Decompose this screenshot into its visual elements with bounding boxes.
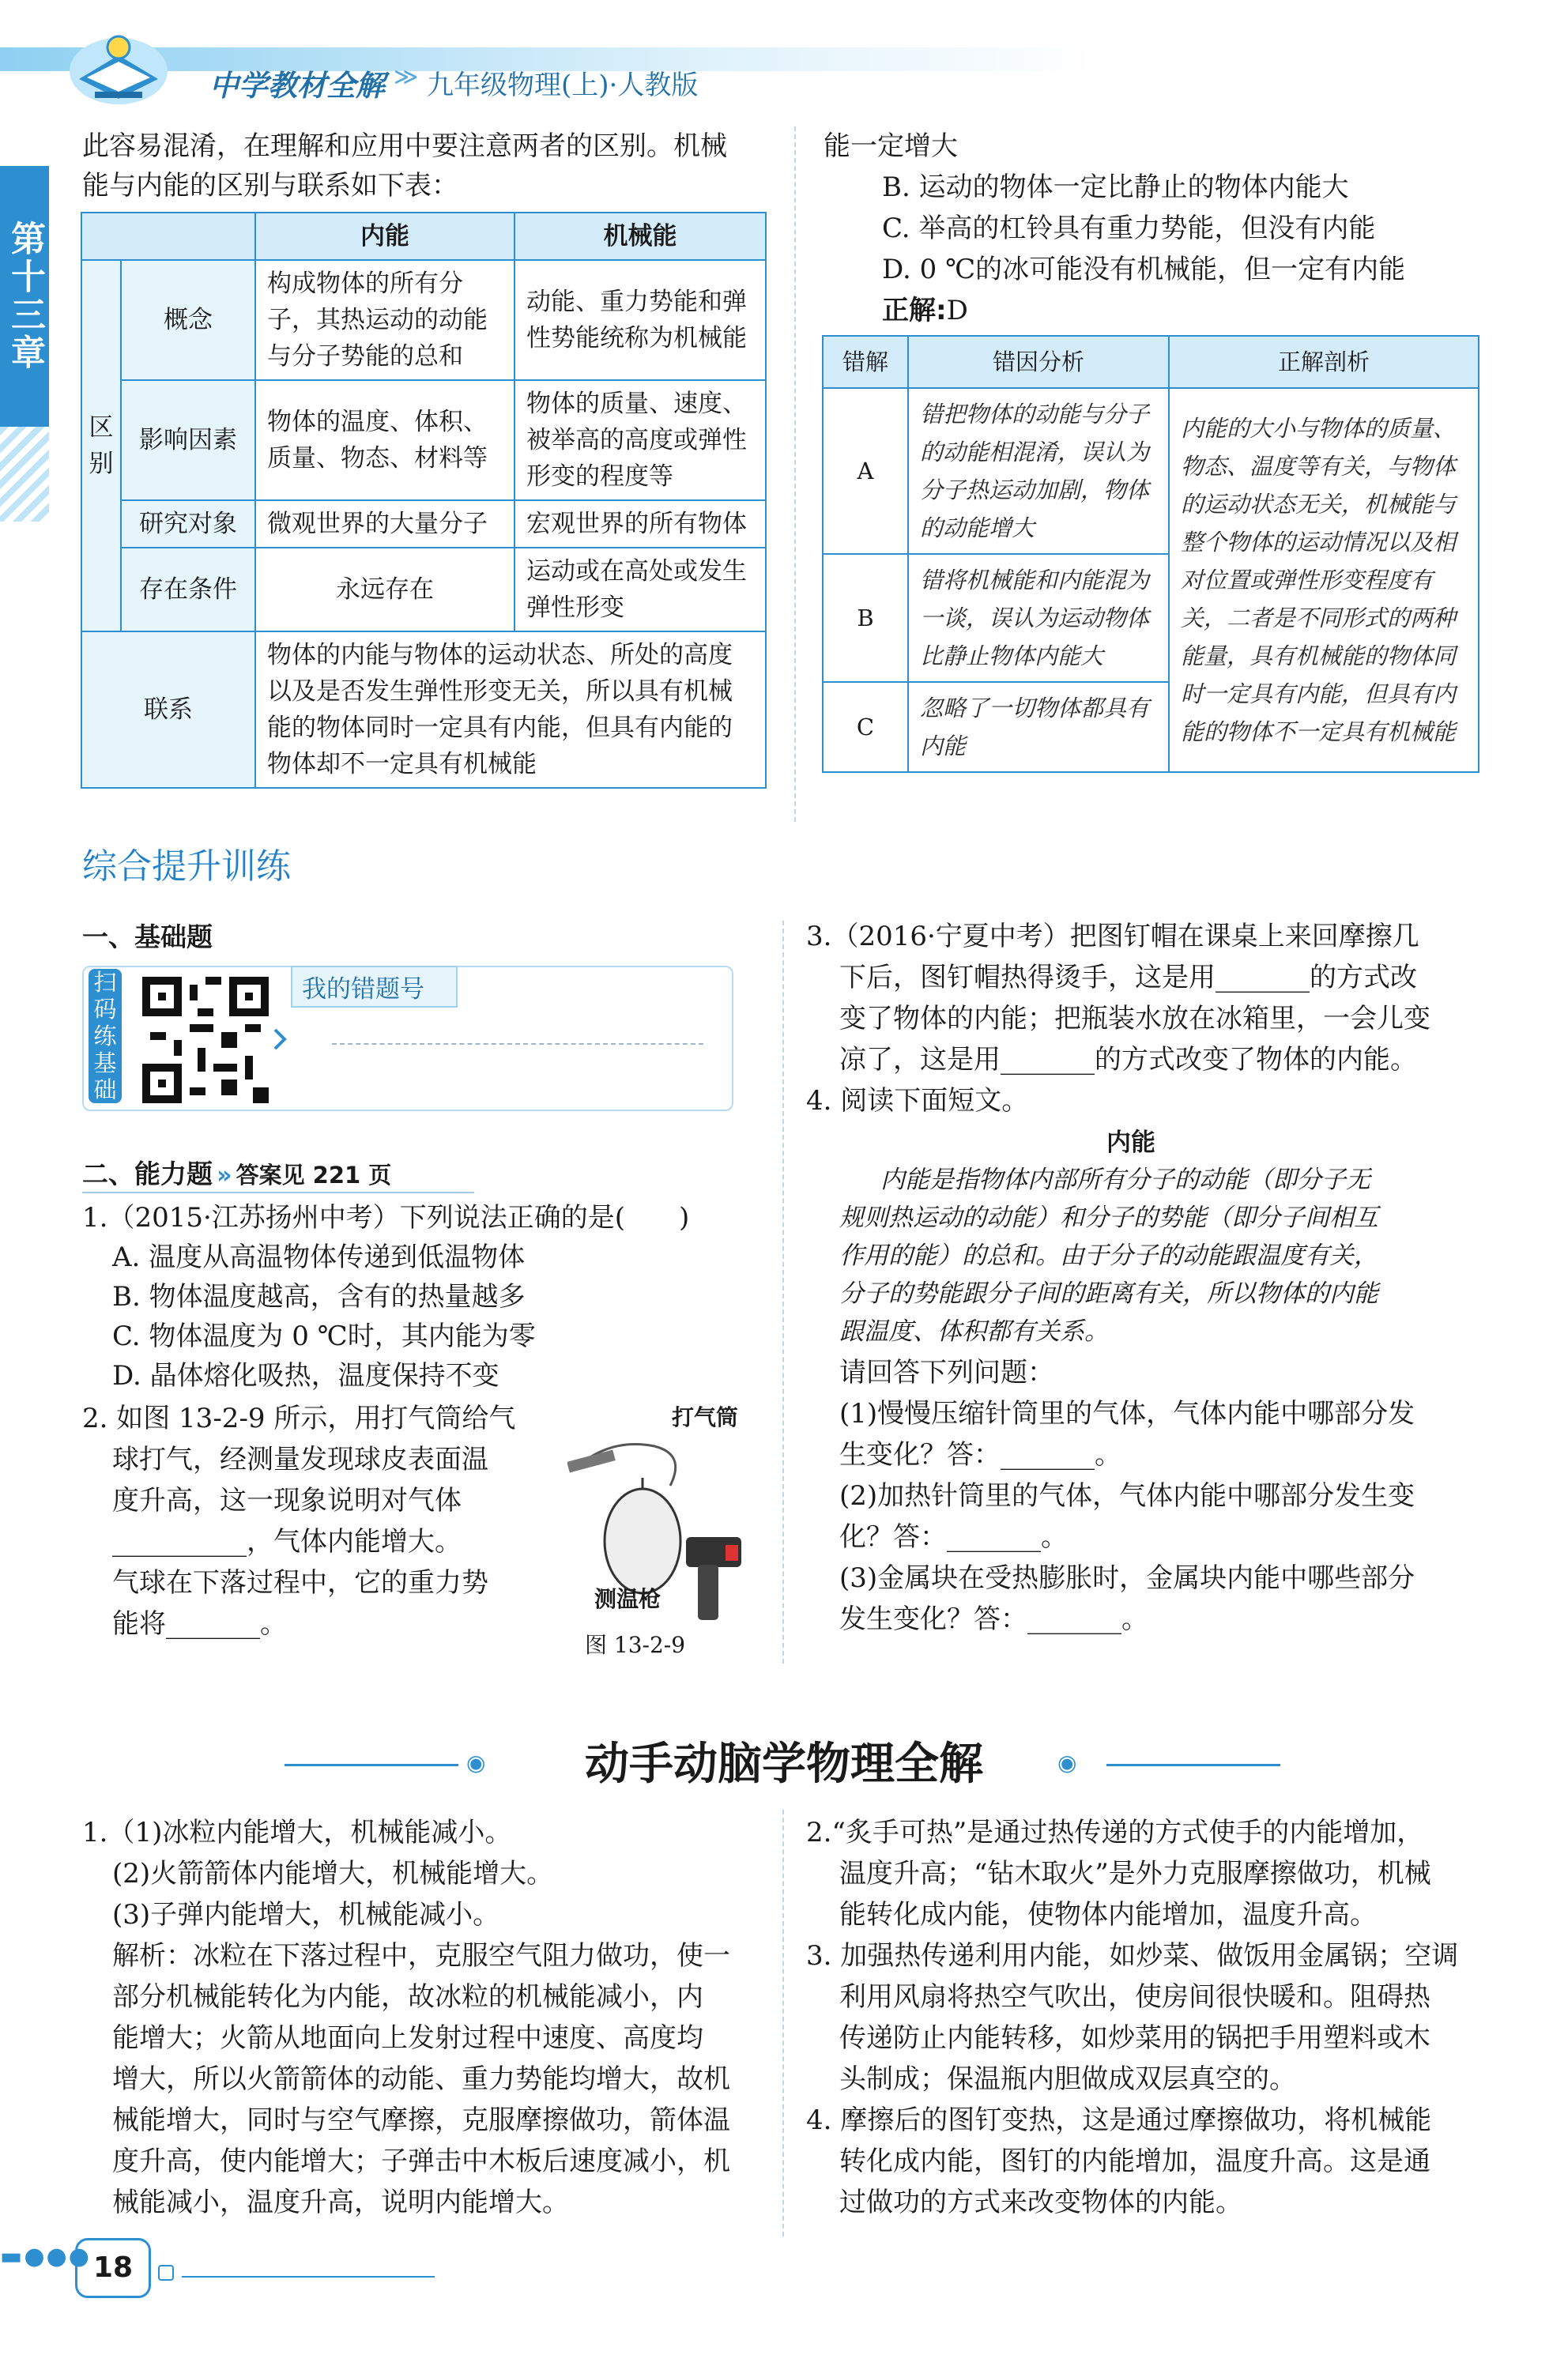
ability-heading: 二、能力题 [82, 1159, 213, 1189]
q3-line: 下后，图钉帽热得烫手，这是用_______的方式改 [839, 962, 1417, 993]
table-corner [81, 213, 255, 260]
answer-right-line: 4. 摩擦后的图钉变热，这是通过摩擦做功，将机械能 [806, 2104, 1432, 2136]
table-row [81, 548, 766, 631]
cell-internal: 物体的温度、体积、质量、物态、材料等 [255, 380, 514, 500]
answer-left-line: 增大，所以火箭箭体的动能、重力势能均增大，故机 [112, 2063, 730, 2095]
table-row [81, 260, 766, 380]
head-mechanical-energy: 机械能 [514, 213, 766, 260]
option-continued: 能一定增大 [824, 130, 958, 162]
answer-left-line: 能增大；火箭从地面向上发射过程中速度、高度均 [112, 2022, 703, 2054]
group-label-difference: 区别 [81, 260, 121, 631]
q2-line: 能将_______。 [112, 1608, 287, 1640]
q1-option-b: B. 物体温度越高，含有的热量越多 [112, 1281, 526, 1313]
q2-line: __________，气体内能增大。 [112, 1526, 462, 1558]
q1-option-d: D. 晶体熔化吸热，温度保持不变 [112, 1360, 499, 1392]
wrong-analysis: 忽略了一切物体都具有内能 [908, 682, 1169, 772]
q3-line: 凉了，这是用_______的方式改变了物体的内能。 [839, 1044, 1417, 1076]
chapter-tab: 第十三章 [0, 166, 49, 427]
column-divider [794, 126, 796, 822]
q2-line: 2. 如图 13-2-9 所示，用打气筒给气 [82, 1403, 516, 1434]
subq-line: (3)金属块在受热膨胀时，金属块内能中哪些部分 [839, 1562, 1415, 1594]
q3-line: 3.（2016·宁夏中考）把图钉帽在课桌上来回摩擦几 [806, 921, 1419, 952]
answer-left-line: 1.（1)冰粒内能增大，机械能减小。 [82, 1817, 512, 1848]
answer-right-line: 2.“炙手可热”是通过热传递的方式使手的内能增加， [806, 1817, 1424, 1848]
subq-line: 发生变化？答：_______。 [839, 1603, 1148, 1635]
energy-comparison-table [81, 212, 767, 789]
correct-answer [882, 291, 968, 330]
passage-line: 作用的能）的总和。由于分子的动能跟温度有关， [839, 1242, 1378, 1270]
answer-page-ref: 答案见 221 页 [236, 1162, 392, 1189]
row-label: 研究对象 [121, 500, 255, 548]
subq-line: 生变化？答：_______。 [839, 1439, 1121, 1471]
answer-right-line: 3. 加强热传递利用内能，如炒菜、做饭用金属锅；空调 [806, 1940, 1459, 1972]
answer-left-line: (2)火箭箭体内能增大，机械能增大。 [112, 1858, 554, 1890]
wrong-key: C [823, 682, 908, 772]
answer-left-line: 械能减小，温度升高，说明内能增大。 [112, 2187, 569, 2218]
q2-line: 球打气，经测量发现球皮表面温 [112, 1444, 488, 1475]
table-row [81, 380, 766, 500]
answer-left-line: 解析：冰粒在下落过程中，克服空气阻力做功，使一 [112, 1940, 730, 1972]
book-logo-icon [63, 24, 174, 111]
wrong-analysis: 错将机械能和内能混为一谈，误认为运动物体比静止物体内能大 [908, 554, 1169, 682]
answer-left-line: 械能增大，同时与空气摩擦，克服摩擦做功，箭体温 [112, 2104, 730, 2136]
wrong-analysis: 错把物体的动能与分子的动能相混淆，误认为分子热运动加剧，物体的动能增大 [908, 388, 1169, 554]
answer-right-line: 利用风扇将热空气吹出，使房间很快暖和。阻碍热 [839, 1981, 1430, 2013]
passage-line: 内能是指物体内部所有分子的动能（即分子无 [880, 1166, 1370, 1194]
table-row [81, 500, 766, 548]
answer-left-line: 度升高，使内能增大；子弹击中木板后速度减小，机 [112, 2146, 730, 2177]
passage-line: 分子的势能跟分子间的距离有关，所以物体的内能 [839, 1279, 1378, 1308]
chevron-right-icon [273, 1027, 288, 1051]
answer-label: 正解: [882, 295, 947, 326]
column-divider [782, 921, 784, 1664]
wrong-key: B [823, 554, 908, 682]
relation-label: 联系 [81, 631, 255, 788]
solution-text: 内能的大小与物体的质量、物态、温度等有关，与物体的运动状态无关，机械能与整个物体的运动情况以及相对位置或弹性形变程度有关，二者是不同形式的两种能量，具有机械能的物体同时一定具有内能，但具有内能的物体不一定具有机械能 [1169, 388, 1479, 772]
footer-dots-icon: ▬●●● [0, 2243, 91, 2270]
answer-left-line: 部分机械能转化为内能，故冰粒的机械能减小，内 [112, 1981, 703, 2013]
row-label: 概念 [121, 260, 255, 380]
my-error-number-tag: 我的错题号 [291, 966, 458, 1008]
q1-stem: 1.（2015·江苏扬州中考）下列说法正确的是( ) [82, 1202, 690, 1234]
page-number: 18 [75, 2238, 151, 2298]
chapter-tab-stripe [0, 427, 49, 522]
q4-stem: 4. 阅读下面短文。 [806, 1085, 1029, 1117]
answer-value: D [946, 295, 968, 326]
answer-right-line: 能转化成内能，使物体内能增加，温度升高。 [839, 1899, 1377, 1931]
ability-underline [82, 1192, 474, 1193]
passage-line: 跟温度、体积都有关系。 [839, 1317, 1109, 1346]
basic-heading: 一、基础题 [82, 921, 213, 952]
series-title: 中学教材全解 [209, 68, 385, 103]
option-b: B. 运动的物体一定比静止的物体内能大 [882, 171, 1349, 203]
head-wrong: 错解 [823, 336, 908, 388]
title-deco-right-icon: ◉ [1057, 1750, 1077, 1776]
book-subtitle: 九年级物理(上)·人教版 [427, 70, 699, 101]
cell-mechanical: 动能、重力势能和弹性势能统称为机械能 [514, 260, 766, 380]
cell-internal: 构成物体的所有分子，其热运动的动能与分子势能的总和 [255, 260, 514, 380]
table-row [81, 631, 766, 788]
hands-on-section-title: 动手动脑学物理全解 [585, 1739, 983, 1790]
error-analysis-table [822, 335, 1479, 773]
table-row [823, 388, 1479, 554]
intro-line-1: 此容易混淆，在理解和应用中要注意两者的区别。机械 [82, 130, 727, 162]
error-number-write-line[interactable] [332, 1043, 703, 1045]
head-analysis: 错因分析 [908, 336, 1169, 388]
qr-code-icon[interactable] [142, 977, 269, 1103]
row-label: 存在条件 [121, 548, 255, 631]
footer-square-icon [158, 2265, 174, 2281]
cell-internal: 微观世界的大量分子 [255, 500, 514, 548]
q1-option-a: A. 温度从高温物体传递到低温物体 [112, 1242, 526, 1273]
ability-heading-row [82, 1154, 391, 1191]
q2-line: 度升高，这一现象说明对气体 [112, 1485, 462, 1517]
row-label: 影响因素 [121, 380, 255, 500]
head-internal-energy: 内能 [255, 213, 514, 260]
subq-line: 化？答：_______。 [839, 1521, 1068, 1553]
option-c: C. 举高的杠铃具有重力势能，但没有内能 [882, 213, 1376, 244]
q2-line: 气球在下落过程中，它的重力势 [112, 1567, 488, 1599]
answer-right-line: 头制成；保温瓶内胆做成双层真空的。 [839, 2063, 1296, 2095]
label-pump: 打气筒 [672, 1404, 739, 1430]
cell-internal: 永远存在 [255, 548, 514, 631]
passage-line: 规则热运动的动能）和分子的势能（即分子间相互 [839, 1204, 1378, 1232]
scan-label: 扫码练基础 [89, 969, 122, 1103]
double-chevron-icon: » [217, 1162, 232, 1189]
footer-rule [182, 2276, 435, 2278]
ask-line: 请回答下列问题： [839, 1357, 1054, 1388]
relation-text: 物体的内能与物体的运动状态、所处的高度以及是否发生弹性形变无关，所以具有机械能的物体同时一定具有内能，但具有内能的物体却不一定具有机械能 [255, 631, 766, 788]
section-title: 综合提升训练 [82, 846, 291, 887]
answer-right-line: 过做功的方式来改变物体的内能。 [839, 2187, 1242, 2218]
intro-line-2: 能与内能的区别与联系如下表： [82, 170, 458, 202]
column-divider [782, 1810, 784, 2236]
header-arrow: ≫ [394, 63, 419, 91]
subq-line: (1)慢慢压缩针筒里的气体，气体内能中哪部分发 [839, 1398, 1415, 1430]
answer-right-line: 温度升高；“钻木取火”是外力克服摩擦做功，机械 [839, 1858, 1431, 1890]
q3-line: 变了物体的内能；把瓶装水放在冰箱里，一会儿变 [839, 1003, 1430, 1034]
subq-line: (2)加热针筒里的气体，气体内能中哪部分发生变 [839, 1480, 1415, 1512]
cell-mechanical: 运动或在高处或发生弹性形变 [514, 548, 766, 631]
q1-option-c: C. 物体温度为 0 ℃时，其内能为零 [112, 1321, 536, 1352]
answer-right-line: 转化成内能，图钉的内能增加，温度升高。这是通 [839, 2146, 1430, 2177]
answer-right-line: 传递防止内能转移，如炒菜用的锅把手用塑料或木 [839, 2022, 1430, 2054]
label-thermometer-gun: 测温枪 [594, 1586, 662, 1612]
answer-left-line: (3)子弹内能增大，机械能减小。 [112, 1899, 500, 1931]
option-d: D. 0 ℃的冰可能没有机械能，但一定有内能 [882, 254, 1406, 285]
wrong-key: A [823, 388, 908, 554]
cell-mechanical: 物体的质量、速度、被举高的高度或弹性形变的程度等 [514, 380, 766, 500]
head-solution: 正解剖析 [1169, 336, 1479, 388]
figure-caption: 图 13-2-9 [585, 1632, 686, 1658]
title-deco-left-icon: ◉ [466, 1750, 486, 1776]
passage-title: 内能 [1106, 1128, 1155, 1157]
cell-mechanical: 宏观世界的所有物体 [514, 500, 766, 548]
